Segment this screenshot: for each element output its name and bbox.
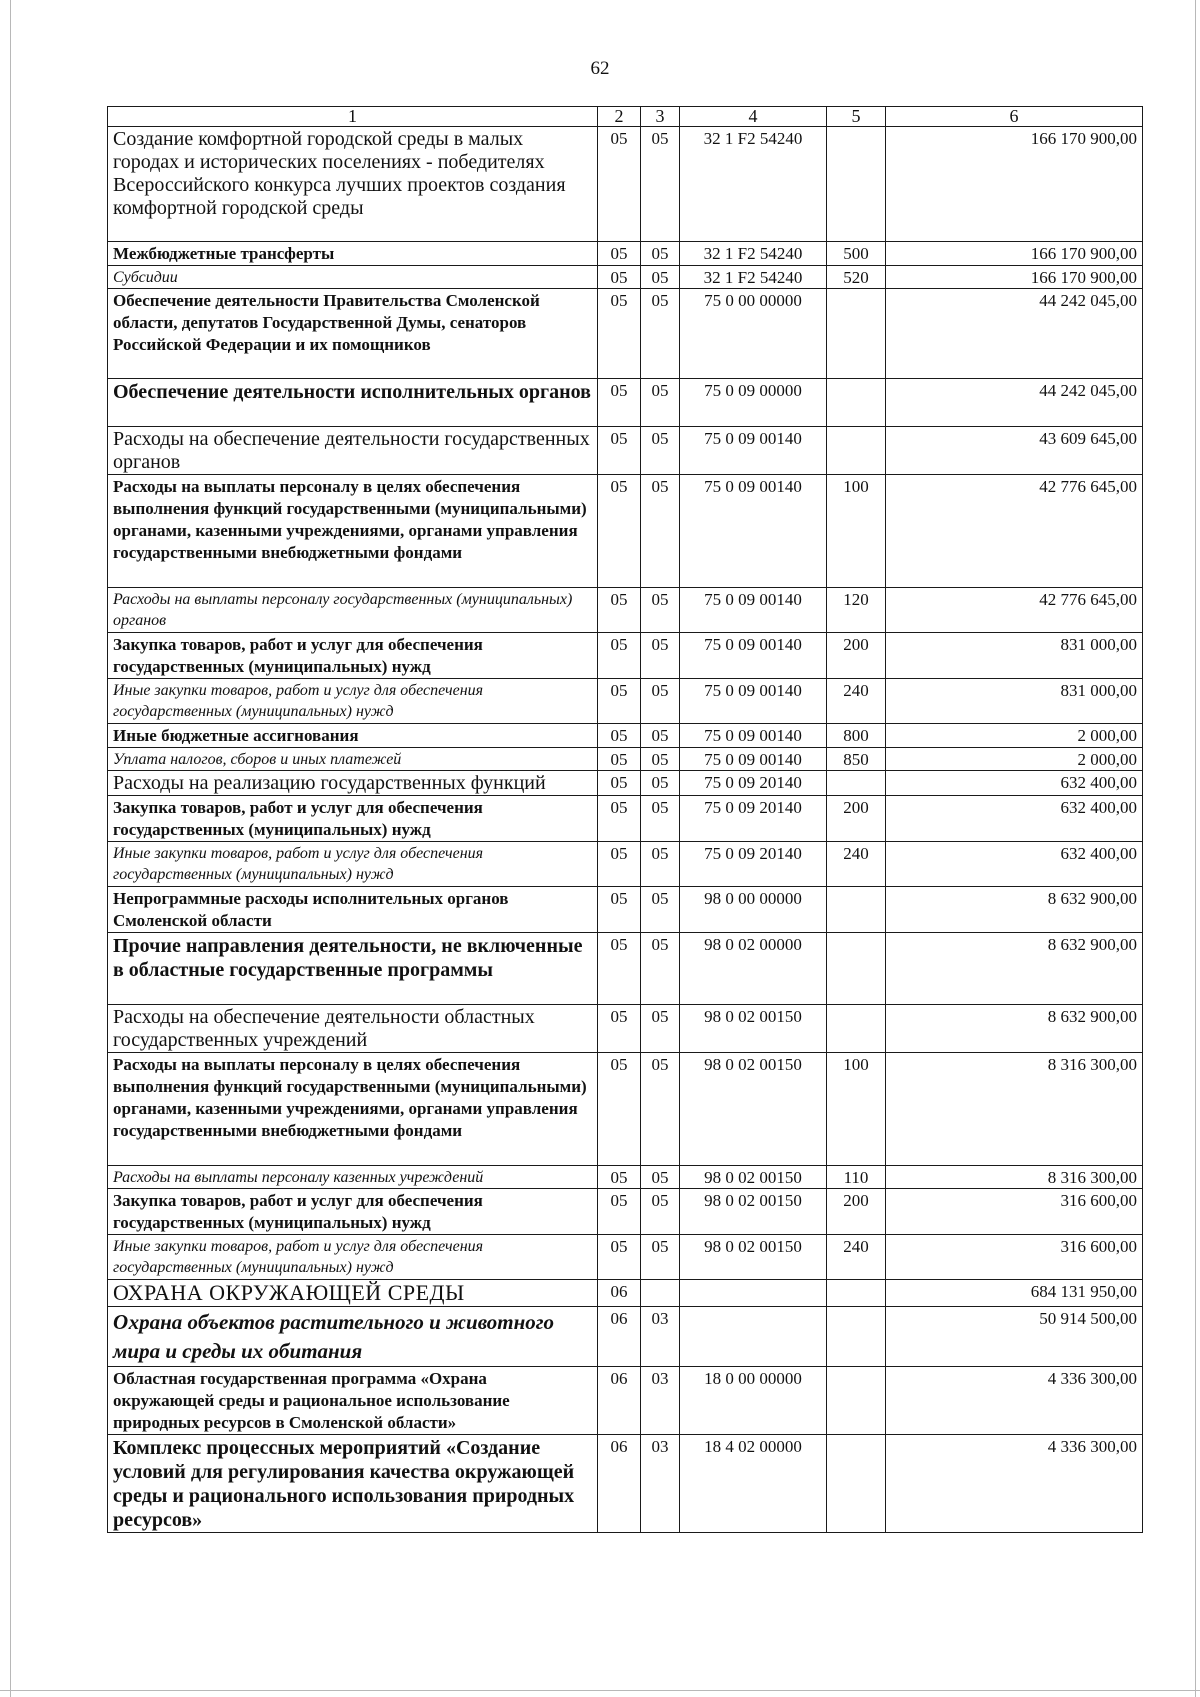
row-amount: 684 131 950,00 [886, 1280, 1143, 1307]
row-name: Субсидии [108, 266, 598, 289]
row-expense-type-code [827, 771, 886, 796]
row-name: Уплата налогов, сборов и иных платежей [108, 748, 598, 771]
row-amount: 166 170 900,00 [886, 266, 1143, 289]
row-target-code [680, 1307, 827, 1367]
row-amount: 8 632 900,00 [886, 933, 1143, 1005]
table-row [108, 127, 1143, 242]
row-amount: 42 776 645,00 [886, 588, 1143, 633]
row-name: Расходы на выплаты персоналу государственных (муниципальных) органов [108, 588, 598, 633]
row-target-code: 75 0 09 00140 [680, 427, 827, 475]
row-section-code: 06 [598, 1435, 641, 1533]
page-number: 62 [590, 58, 610, 79]
row-expense-type-code: 110 [827, 1166, 886, 1189]
row-target-code: 75 0 09 20140 [680, 796, 827, 842]
table-row [108, 1166, 1143, 1189]
row-section-code: 05 [598, 475, 641, 588]
row-subsection-code: 05 [641, 427, 680, 475]
column-header-6: 6 [886, 107, 1143, 127]
row-target-code: 75 0 00 00000 [680, 289, 827, 379]
row-name: Расходы на обеспечение деятельности государственных органов [108, 427, 598, 475]
row-section-code: 05 [598, 427, 641, 475]
row-target-code: 75 0 09 00140 [680, 748, 827, 771]
row-section-code: 05 [598, 1166, 641, 1189]
table-row [108, 1189, 1143, 1235]
row-section-code: 05 [598, 379, 641, 427]
table-row [108, 1235, 1143, 1280]
row-subsection-code: 05 [641, 475, 680, 588]
table-row [108, 427, 1143, 475]
table-row [108, 379, 1143, 427]
row-subsection-code: 05 [641, 379, 680, 427]
row-section-code: 05 [598, 289, 641, 379]
row-section-code: 05 [598, 1053, 641, 1166]
row-name: Расходы на обеспечение деятельности областных государственных учреждений [108, 1005, 598, 1053]
row-expense-type-code: 120 [827, 588, 886, 633]
row-expense-type-code [827, 933, 886, 1005]
row-section-code: 05 [598, 887, 641, 933]
row-target-code: 98 0 00 00000 [680, 887, 827, 933]
row-amount: 316 600,00 [886, 1235, 1143, 1280]
table-row [108, 266, 1143, 289]
row-expense-type-code: 200 [827, 796, 886, 842]
table-header-row [108, 107, 1143, 127]
row-target-code: 98 0 02 00150 [680, 1005, 827, 1053]
row-target-code: 75 0 09 00140 [680, 679, 827, 724]
row-expense-type-code: 240 [827, 679, 886, 724]
row-target-code: 75 0 09 20140 [680, 842, 827, 887]
row-target-code: 75 0 09 00140 [680, 475, 827, 588]
row-amount: 8 632 900,00 [886, 887, 1143, 933]
row-expense-type-code [827, 1367, 886, 1435]
row-target-code: 75 0 09 20140 [680, 771, 827, 796]
row-expense-type-code [827, 1435, 886, 1533]
row-subsection-code [641, 1280, 680, 1307]
row-amount: 831 000,00 [886, 679, 1143, 724]
table-row [108, 771, 1143, 796]
row-name: Обеспечение деятельности исполнительных органов [108, 379, 598, 427]
row-amount: 8 632 900,00 [886, 1005, 1143, 1053]
table-row [108, 679, 1143, 724]
row-subsection-code: 05 [641, 771, 680, 796]
row-expense-type-code: 200 [827, 1189, 886, 1235]
row-subsection-code: 05 [641, 633, 680, 679]
row-subsection-code: 05 [641, 1053, 680, 1166]
table-row [108, 1367, 1143, 1435]
table-row [108, 724, 1143, 748]
table-row [108, 1307, 1143, 1367]
row-amount: 831 000,00 [886, 633, 1143, 679]
table-row [108, 242, 1143, 266]
row-section-code: 05 [598, 1235, 641, 1280]
row-section-code: 05 [598, 633, 641, 679]
row-expense-type-code: 800 [827, 724, 886, 748]
row-target-code: 32 1 F2 54240 [680, 242, 827, 266]
row-subsection-code: 05 [641, 242, 680, 266]
row-target-code: 98 0 02 00000 [680, 933, 827, 1005]
row-subsection-code: 05 [641, 127, 680, 242]
table-row [108, 475, 1143, 588]
row-subsection-code: 05 [641, 748, 680, 771]
row-name: Иные закупки товаров, работ и услуг для обеспечения государственных (муниципальных) нужд [108, 842, 598, 887]
row-expense-type-code: 200 [827, 633, 886, 679]
row-target-code: 32 1 F2 54240 [680, 266, 827, 289]
row-name: Создание комфортной городской среды в малых городах и исторических поселениях - победителях Всероссийского конкурса лучших проектов создания комфортной городской среды [108, 127, 598, 242]
row-amount: 8 316 300,00 [886, 1053, 1143, 1166]
row-subsection-code: 05 [641, 796, 680, 842]
row-section-code: 06 [598, 1367, 641, 1435]
row-amount: 166 170 900,00 [886, 127, 1143, 242]
row-name: Расходы на выплаты персоналу в целях обеспечения выполнения функций государственными (муниципальными) органами, казенными учреждениями, органами управления государственными внебюджетными фондами [108, 475, 598, 588]
row-subsection-code: 05 [641, 1005, 680, 1053]
row-expense-type-code [827, 1005, 886, 1053]
row-expense-type-code [827, 427, 886, 475]
row-subsection-code: 05 [641, 1235, 680, 1280]
table-row [108, 796, 1143, 842]
row-amount: 44 242 045,00 [886, 289, 1143, 379]
row-subsection-code: 05 [641, 724, 680, 748]
row-section-code: 05 [598, 1189, 641, 1235]
row-section-code: 05 [598, 842, 641, 887]
row-target-code: 98 0 02 00150 [680, 1053, 827, 1166]
row-section-code: 05 [598, 771, 641, 796]
table-row [108, 633, 1143, 679]
row-name: Комплекс процессных мероприятий «Создание условий для регулирования качества окружающей среды и рационального использования природных ресурсов» [108, 1435, 598, 1533]
row-expense-type-code: 850 [827, 748, 886, 771]
table-row [108, 1053, 1143, 1166]
row-target-code: 75 0 09 00140 [680, 724, 827, 748]
row-expense-type-code: 240 [827, 842, 886, 887]
row-subsection-code: 05 [641, 842, 680, 887]
row-name: Расходы на выплаты персоналу казенных учреждений [108, 1166, 598, 1189]
row-subsection-code: 05 [641, 887, 680, 933]
row-amount: 50 914 500,00 [886, 1307, 1143, 1367]
row-name: Межбюджетные трансферты [108, 242, 598, 266]
table-row [108, 842, 1143, 887]
row-expense-type-code [827, 127, 886, 242]
row-amount: 42 776 645,00 [886, 475, 1143, 588]
row-name: Иные закупки товаров, работ и услуг для обеспечения государственных (муниципальных) нужд [108, 1235, 598, 1280]
table-row [108, 1005, 1143, 1053]
row-subsection-code: 03 [641, 1435, 680, 1533]
row-target-code: 98 0 02 00150 [680, 1189, 827, 1235]
row-section-code: 05 [598, 266, 641, 289]
row-amount: 166 170 900,00 [886, 242, 1143, 266]
column-header-2: 2 [598, 107, 641, 127]
row-amount: 632 400,00 [886, 796, 1143, 842]
row-amount: 4 336 300,00 [886, 1367, 1143, 1435]
column-header-5: 5 [827, 107, 886, 127]
scan-edge-left [10, 0, 11, 1697]
row-target-code: 18 4 02 00000 [680, 1435, 827, 1533]
row-name: Закупка товаров, работ и услуг для обеспечения государственных (муниципальных) нужд [108, 796, 598, 842]
row-name: Иные закупки товаров, работ и услуг для обеспечения государственных (муниципальных) нужд [108, 679, 598, 724]
row-subsection-code: 03 [641, 1367, 680, 1435]
row-name: Обеспечение деятельности Правительства Смоленской области, депутатов Государственной Думы, сенаторов Российской Федерации и их помощников [108, 289, 598, 379]
row-subsection-code: 05 [641, 1189, 680, 1235]
row-section-code: 05 [598, 724, 641, 748]
row-amount: 4 336 300,00 [886, 1435, 1143, 1533]
row-section-code: 05 [598, 933, 641, 1005]
row-expense-type-code [827, 1280, 886, 1307]
row-expense-type-code [827, 379, 886, 427]
table-row [108, 1280, 1143, 1307]
table-row [108, 887, 1143, 933]
row-name: ОХРАНА ОКРУЖАЮЩЕЙ СРЕДЫ [108, 1280, 598, 1307]
row-name: Прочие направления деятельности, не включенные в областные государственные программы [108, 933, 598, 1005]
row-section-code: 05 [598, 242, 641, 266]
row-subsection-code: 05 [641, 289, 680, 379]
row-amount: 2 000,00 [886, 748, 1143, 771]
table-row [108, 1435, 1143, 1533]
row-section-code: 06 [598, 1280, 641, 1307]
row-expense-type-code: 100 [827, 1053, 886, 1166]
scan-edge-right [1195, 0, 1196, 1697]
row-target-code: 75 0 09 00140 [680, 633, 827, 679]
row-expense-type-code: 520 [827, 266, 886, 289]
row-target-code: 98 0 02 00150 [680, 1235, 827, 1280]
row-amount: 43 609 645,00 [886, 427, 1143, 475]
table-row [108, 933, 1143, 1005]
row-section-code: 05 [598, 748, 641, 771]
row-name: Иные бюджетные ассигнования [108, 724, 598, 748]
row-target-code: 32 1 F2 54240 [680, 127, 827, 242]
row-section-code: 06 [598, 1307, 641, 1367]
row-expense-type-code [827, 289, 886, 379]
row-expense-type-code: 100 [827, 475, 886, 588]
row-name: Закупка товаров, работ и услуг для обеспечения государственных (муниципальных) нужд [108, 1189, 598, 1235]
row-expense-type-code: 500 [827, 242, 886, 266]
row-target-code: 75 0 09 00140 [680, 588, 827, 633]
table-row [108, 588, 1143, 633]
column-header-3: 3 [641, 107, 680, 127]
row-name: Расходы на реализацию государственных функций [108, 771, 598, 796]
row-name: Расходы на выплаты персоналу в целях обеспечения выполнения функций государственными (муниципальными) органами, казенными учреждениями, органами управления государственными внебюджетными фондами [108, 1053, 598, 1166]
row-amount: 632 400,00 [886, 842, 1143, 887]
row-section-code: 05 [598, 127, 641, 242]
row-target-code: 75 0 09 00000 [680, 379, 827, 427]
row-amount: 8 316 300,00 [886, 1166, 1143, 1189]
row-expense-type-code: 240 [827, 1235, 886, 1280]
table-row [108, 289, 1143, 379]
row-name: Закупка товаров, работ и услуг для обеспечения государственных (муниципальных) нужд [108, 633, 598, 679]
row-subsection-code: 05 [641, 588, 680, 633]
row-target-code: 98 0 02 00150 [680, 1166, 827, 1189]
budget-table [107, 106, 1143, 1533]
row-subsection-code: 03 [641, 1307, 680, 1367]
row-target-code [680, 1280, 827, 1307]
row-name: Охрана объектов растительного и животного мира и среды их обитания [108, 1307, 598, 1367]
row-amount: 2 000,00 [886, 724, 1143, 748]
row-amount: 316 600,00 [886, 1189, 1143, 1235]
row-section-code: 05 [598, 588, 641, 633]
column-header-1: 1 [108, 107, 598, 127]
row-name: Непрограммные расходы исполнительных органов Смоленской области [108, 887, 598, 933]
row-expense-type-code [827, 887, 886, 933]
row-subsection-code: 05 [641, 679, 680, 724]
row-subsection-code: 05 [641, 266, 680, 289]
row-section-code: 05 [598, 796, 641, 842]
column-header-4: 4 [680, 107, 827, 127]
row-amount: 632 400,00 [886, 771, 1143, 796]
row-target-code: 18 0 00 00000 [680, 1367, 827, 1435]
row-subsection-code: 05 [641, 933, 680, 1005]
row-name: Областная государственная программа «Охрана окружающей среды и рациональное использование природных ресурсов в Смоленской области» [108, 1367, 598, 1435]
table-row [108, 748, 1143, 771]
row-section-code: 05 [598, 679, 641, 724]
row-subsection-code: 05 [641, 1166, 680, 1189]
row-section-code: 05 [598, 1005, 641, 1053]
scan-edge-bottom [0, 1690, 1200, 1691]
row-amount: 44 242 045,00 [886, 379, 1143, 427]
row-expense-type-code [827, 1307, 886, 1367]
